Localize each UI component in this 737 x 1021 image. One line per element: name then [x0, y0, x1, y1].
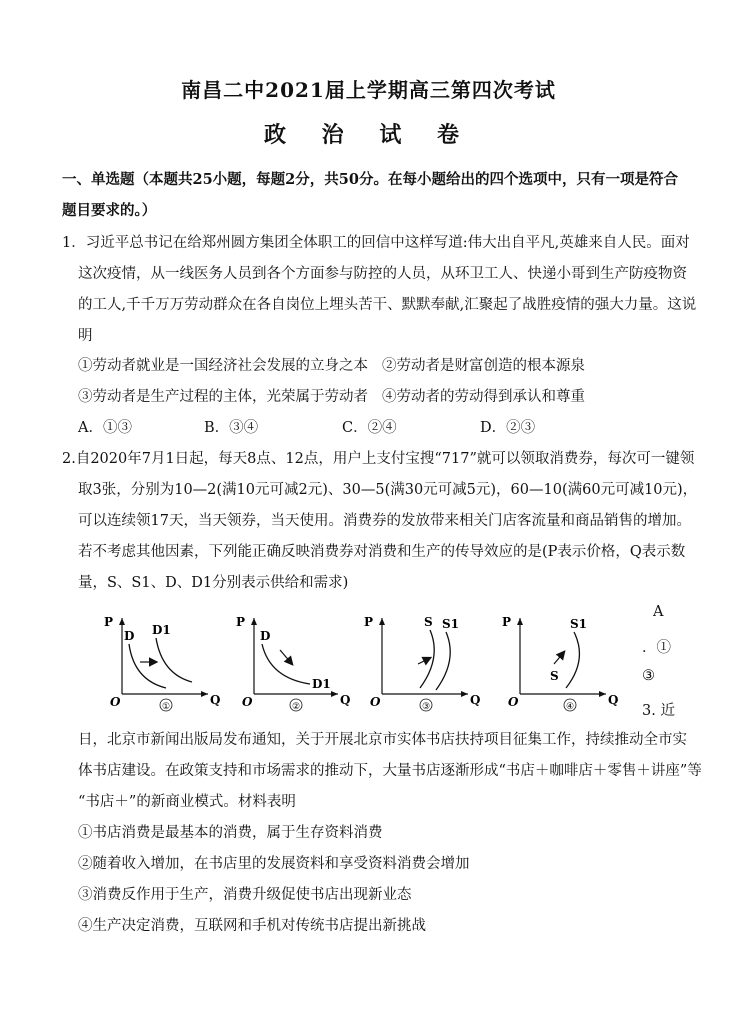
- graph-3-curve-s1-label: S1: [442, 617, 460, 631]
- graph-4-curve: [566, 632, 579, 688]
- graph-4-y-arrow-icon: [517, 618, 523, 625]
- q2-side-a: A: [653, 604, 664, 620]
- graph-1-x-label: Q: [210, 693, 221, 707]
- graph-1-y-arrow-icon: [119, 618, 125, 625]
- graph-2-curve-d-label: D: [260, 629, 271, 643]
- graph-4-x-arrow-icon: [599, 691, 606, 697]
- q1-line-1: 1．习近平总书记在给郑州圆方集团全体职工的回信中这样写道:伟大出自平凡,英雄来自人民。面对: [62, 235, 690, 251]
- q1-option-c: C．②④: [342, 420, 397, 436]
- graph-4-number: ④: [566, 702, 575, 712]
- q2-line-2: 取3张，分别为10—2(满10元可减2元)、30—5(满30元可减5元)，60—10(满60元可减10元)，: [78, 482, 698, 498]
- graph-4-curve-s1-label: S1: [570, 617, 588, 631]
- graph-1-curve-d-label: D: [124, 629, 135, 643]
- graph-1-curve-d1: [156, 638, 192, 682]
- graph-4-x-label: Q: [608, 693, 619, 707]
- q1-statement-3: ③劳动者是生产过程的主体，光荣属于劳动者: [78, 389, 368, 405]
- q1-option-a: A．①③: [78, 420, 132, 436]
- graph-1-curve-d1-label: D1: [152, 623, 171, 637]
- q3-line-3: “书店＋”的新商业模式。材料表明: [78, 794, 296, 810]
- graph-4-curve-s-label: S: [550, 669, 559, 683]
- supply-demand-graphs: [96, 608, 632, 716]
- q1-line-2: 这次疫情，从一线医务人员到各个方面参与防控的人员，从环卫工人、快递小哥到生产防疫物资: [78, 266, 687, 282]
- graph-1-y-label: P: [104, 615, 114, 629]
- section-heading-line1: 一、单选题（本题共25小题，每题2分，共50分。在每小题给出的四个选项中，只有一项是符合: [62, 171, 678, 188]
- graph-3-number: ③: [422, 702, 431, 712]
- q1-statement-4: ④劳动者的劳动得到承认和尊重: [382, 389, 585, 405]
- graph-2-shift-arrow-icon: [280, 650, 292, 664]
- graph-4: [502, 615, 618, 712]
- graph-1-number: ①: [162, 702, 171, 712]
- q2-side-b: ．①: [642, 640, 671, 656]
- graph-3-y-label: P: [364, 615, 374, 629]
- graph-2-x-label: Q: [340, 693, 351, 707]
- q3-statement-1: ①书店消费是最基本的消费，属于生存资料消费: [78, 825, 383, 841]
- q1-line-3: 的工人,千千万万劳动群众在各自岗位上埋头苦干、默默奉献,汇聚起了战胜疫情的强大力量。这说: [78, 297, 697, 313]
- exam-title: 南昌二中2021届上学期高三第四次考试: [181, 78, 556, 102]
- q2-line-3: 可以连续领17天，当天领券，当天使用。消费券的发放带来相关门店客流量和商品销售的增加。: [78, 513, 691, 529]
- graph-4-y-label: P: [502, 615, 512, 629]
- graph-3-x-label: Q: [470, 693, 481, 707]
- graph-3-y-arrow-icon: [379, 618, 385, 625]
- q3-number-start: 3. 近: [642, 703, 675, 719]
- q3-line-2: 体书店建设。在政策支持和市场需求的推动下，大量书店逐渐形成“书店＋咖啡店＋零售＋讲座”等: [78, 763, 702, 779]
- graph-2-y-label: P: [236, 615, 246, 629]
- graph-1: [104, 615, 220, 712]
- graph-2-y-arrow-icon: [251, 618, 257, 625]
- graph-2: [236, 615, 350, 712]
- q3-statement-4: ④生产决定消费，互联网和手机对传统书店提出新挑战: [78, 918, 426, 934]
- q2-line-5: 量，S、S1、D、D1分别表示供给和需求): [78, 575, 349, 591]
- graphs-svg: [96, 608, 632, 716]
- graph-2-curve: [262, 644, 310, 684]
- graph-1-origin: O: [110, 695, 121, 709]
- graph-3-x-arrow-icon: [461, 691, 468, 697]
- graph-3-curve-s-label: S: [424, 615, 433, 629]
- q1-option-b: B．③④: [204, 420, 259, 436]
- graph-4-origin: O: [508, 695, 519, 709]
- graph-3-curve-s1: [436, 632, 450, 690]
- graph-3-origin: O: [370, 695, 381, 709]
- graph-3: [364, 615, 480, 712]
- q1-option-d: D．②③: [480, 420, 536, 436]
- q3-statement-3: ③消费反作用于生产，消费升级促使书店出现新业态: [78, 887, 412, 903]
- graph-3-shift-arrow-icon: [418, 658, 430, 664]
- q1-statement-1: ①劳动者就业是一国经济社会发展的立身之本: [78, 358, 368, 374]
- graph-2-origin: O: [242, 695, 253, 709]
- graph-2-curve-d1-label: D1: [312, 677, 331, 691]
- q3-line-1: 日，北京市新闻出版局发布通知，关于开展北京市实体书店扶持项目征集工作，持续推动全市实: [78, 732, 687, 748]
- graph-2-number: ②: [292, 702, 301, 712]
- q2-line-4: 若不考虑其他因素，下列能正确反映消费券对消费和生产的传导效应的是(P表示价格，Q表示数: [78, 544, 686, 560]
- graph-1-curve-d: [129, 644, 166, 688]
- exam-subtitle: 政 治 试 卷: [264, 122, 473, 148]
- graph-4-shift-arrow-icon: [554, 652, 564, 664]
- q2-line-1: 2.自2020年7月1日起，每天8点、12点，用户上支付宝搜“717”就可以领取消费券，每次可一键领: [62, 451, 695, 467]
- graph-2-x-arrow-icon: [331, 691, 338, 697]
- q1-line-4: 明: [78, 328, 93, 344]
- q1-statement-2: ②劳动者是财富创造的根本源泉: [382, 358, 585, 374]
- q2-side-c: ③: [642, 668, 655, 684]
- q3-statement-2: ②随着收入增加，在书店里的发展资料和享受资料消费会增加: [78, 856, 470, 872]
- graph-1-x-arrow-icon: [201, 691, 208, 697]
- section-heading-line2: 题目要求的。）: [62, 202, 157, 219]
